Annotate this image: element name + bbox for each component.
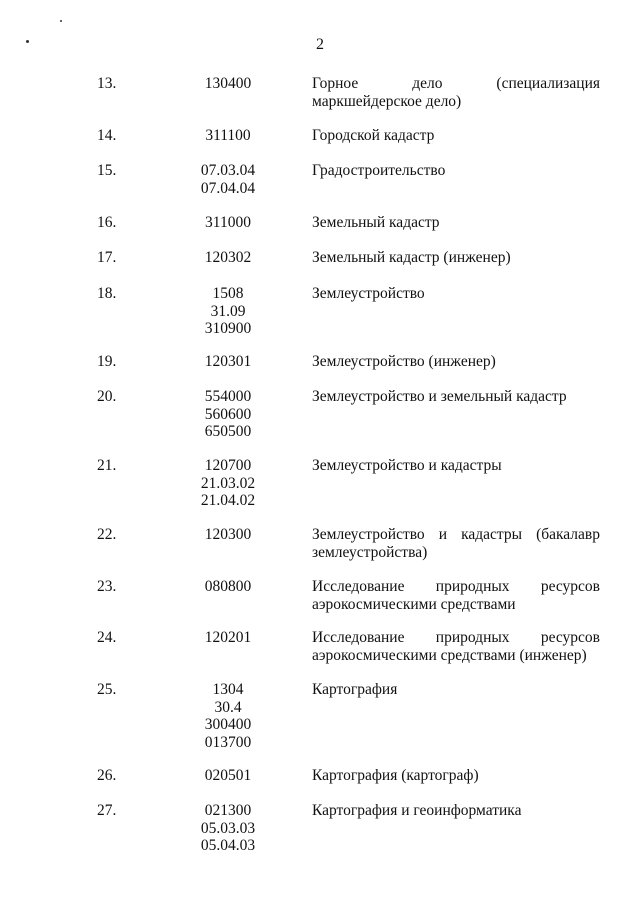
item-number: 24. — [97, 629, 117, 646]
page-number: 2 — [316, 36, 324, 53]
specialty-name — [312, 285, 600, 303]
item-number: 15. — [97, 162, 117, 179]
specialty-name-line: Исследование природных ресурсов — [312, 629, 600, 646]
specialty-code: 560600 — [204, 405, 252, 423]
specialty-name — [312, 802, 600, 820]
item-number: 19. — [97, 353, 117, 370]
specialty-code: 21.03.02 — [200, 474, 256, 492]
item-number: 16. — [97, 214, 117, 231]
specialty-name-line: Городской кадастр — [312, 127, 435, 144]
specialty-code: 21.04.02 — [200, 492, 256, 509]
specialty-code: 120300 — [204, 526, 252, 543]
specialty-code: 30.4 — [214, 698, 242, 716]
specialty-code: 554000 — [204, 388, 252, 405]
specialty-codes — [180, 75, 276, 93]
specialty-name-line: Землеустройство и кадастры (бакалавр — [312, 526, 600, 543]
item-number: 14. — [97, 127, 117, 144]
specialty-name — [312, 629, 600, 664]
specialty-name — [312, 162, 600, 180]
specialty-code: 07.03.04 — [200, 162, 256, 179]
specialty-codes — [180, 127, 276, 145]
specialty-name-line: Картография — [312, 681, 398, 698]
specialty-code: 120302 — [204, 249, 252, 266]
specialty-name-line: Земельный кадастр — [312, 214, 440, 231]
specialty-code: 130400 — [204, 75, 252, 92]
specialty-codes — [180, 388, 276, 441]
specialty-codes — [180, 767, 276, 785]
specialty-code: 650500 — [204, 423, 252, 440]
specialty-name — [312, 681, 600, 699]
specialty-code: 021300 — [204, 802, 252, 819]
scan-speck — [60, 20, 62, 22]
specialty-name — [312, 767, 600, 785]
item-number: 13. — [97, 75, 117, 92]
specialty-name-line: Исследование природных ресурсов — [312, 578, 600, 595]
specialty-name-line: Землеустройство и земельный кадастр — [312, 388, 567, 405]
specialty-name-line: Горное дело (специализация — [312, 75, 600, 92]
specialty-codes — [180, 162, 276, 197]
specialty-codes — [180, 249, 276, 267]
specialty-code: 07.04.04 — [200, 179, 256, 197]
item-number: 20. — [97, 388, 117, 405]
specialty-code: 05.03.03 — [200, 819, 256, 837]
specialty-code: 31.09 — [210, 302, 246, 320]
specialty-name-line: маркшейдерское дело) — [312, 92, 462, 110]
specialty-code: 120301 — [204, 353, 252, 370]
specialty-code: 1304 — [212, 681, 244, 698]
specialty-code: 300400 — [204, 716, 252, 733]
specialty-code: 311100 — [205, 127, 251, 144]
specialty-name-line: Земельный кадастр (инженер) — [312, 249, 511, 266]
item-number: 22. — [97, 526, 117, 543]
specialty-code: 120201 — [204, 629, 252, 646]
item-number: 26. — [97, 767, 117, 784]
specialty-code: 05.04.03 — [200, 837, 256, 854]
item-number: 25. — [97, 681, 117, 698]
item-number: 17. — [97, 249, 117, 266]
specialty-name — [312, 353, 600, 371]
specialty-name — [312, 214, 600, 232]
specialty-name-line: аэрокосмическими средствами — [312, 595, 516, 613]
specialty-name-line: Землеустройство и кадастры — [312, 457, 502, 474]
item-number: 23. — [97, 578, 117, 595]
specialty-code: 1508 — [212, 285, 244, 302]
specialty-name — [312, 457, 600, 475]
specialty-codes — [180, 353, 276, 371]
specialty-code: 311000 — [205, 214, 251, 231]
specialty-code: 013700 — [204, 733, 252, 751]
specialty-name — [312, 249, 600, 267]
specialty-code: 020501 — [204, 767, 252, 784]
specialty-name-line: Землеустройство — [312, 285, 425, 302]
specialty-name — [312, 127, 600, 145]
specialty-codes — [180, 285, 276, 338]
specialty-codes — [180, 681, 276, 751]
specialty-name-line: аэрокосмическими средствами (инженер) — [312, 646, 587, 664]
specialty-codes — [180, 802, 276, 855]
item-number: 18. — [97, 285, 117, 302]
specialty-name-line: Землеустройство (инженер) — [312, 353, 496, 370]
item-number: 21. — [97, 457, 117, 474]
specialty-name — [312, 75, 600, 110]
item-number: 27. — [97, 802, 117, 819]
specialty-name-line: Градостроительство — [312, 162, 446, 179]
specialty-code: 310900 — [204, 320, 252, 337]
specialty-name — [312, 578, 600, 613]
specialty-codes — [180, 526, 276, 544]
specialty-codes — [180, 629, 276, 647]
specialty-name-line: Картография (картограф) — [312, 767, 479, 784]
specialty-code: 120700 — [204, 457, 252, 474]
specialty-codes — [180, 457, 276, 510]
specialty-name-line: землеустройства) — [312, 543, 428, 561]
specialty-code: 080800 — [204, 578, 252, 595]
specialty-name — [312, 388, 600, 406]
specialty-name — [312, 526, 600, 561]
specialty-codes — [180, 578, 276, 596]
specialty-name-line: Картография и геоинформатика — [312, 802, 522, 819]
specialty-codes — [180, 214, 276, 232]
